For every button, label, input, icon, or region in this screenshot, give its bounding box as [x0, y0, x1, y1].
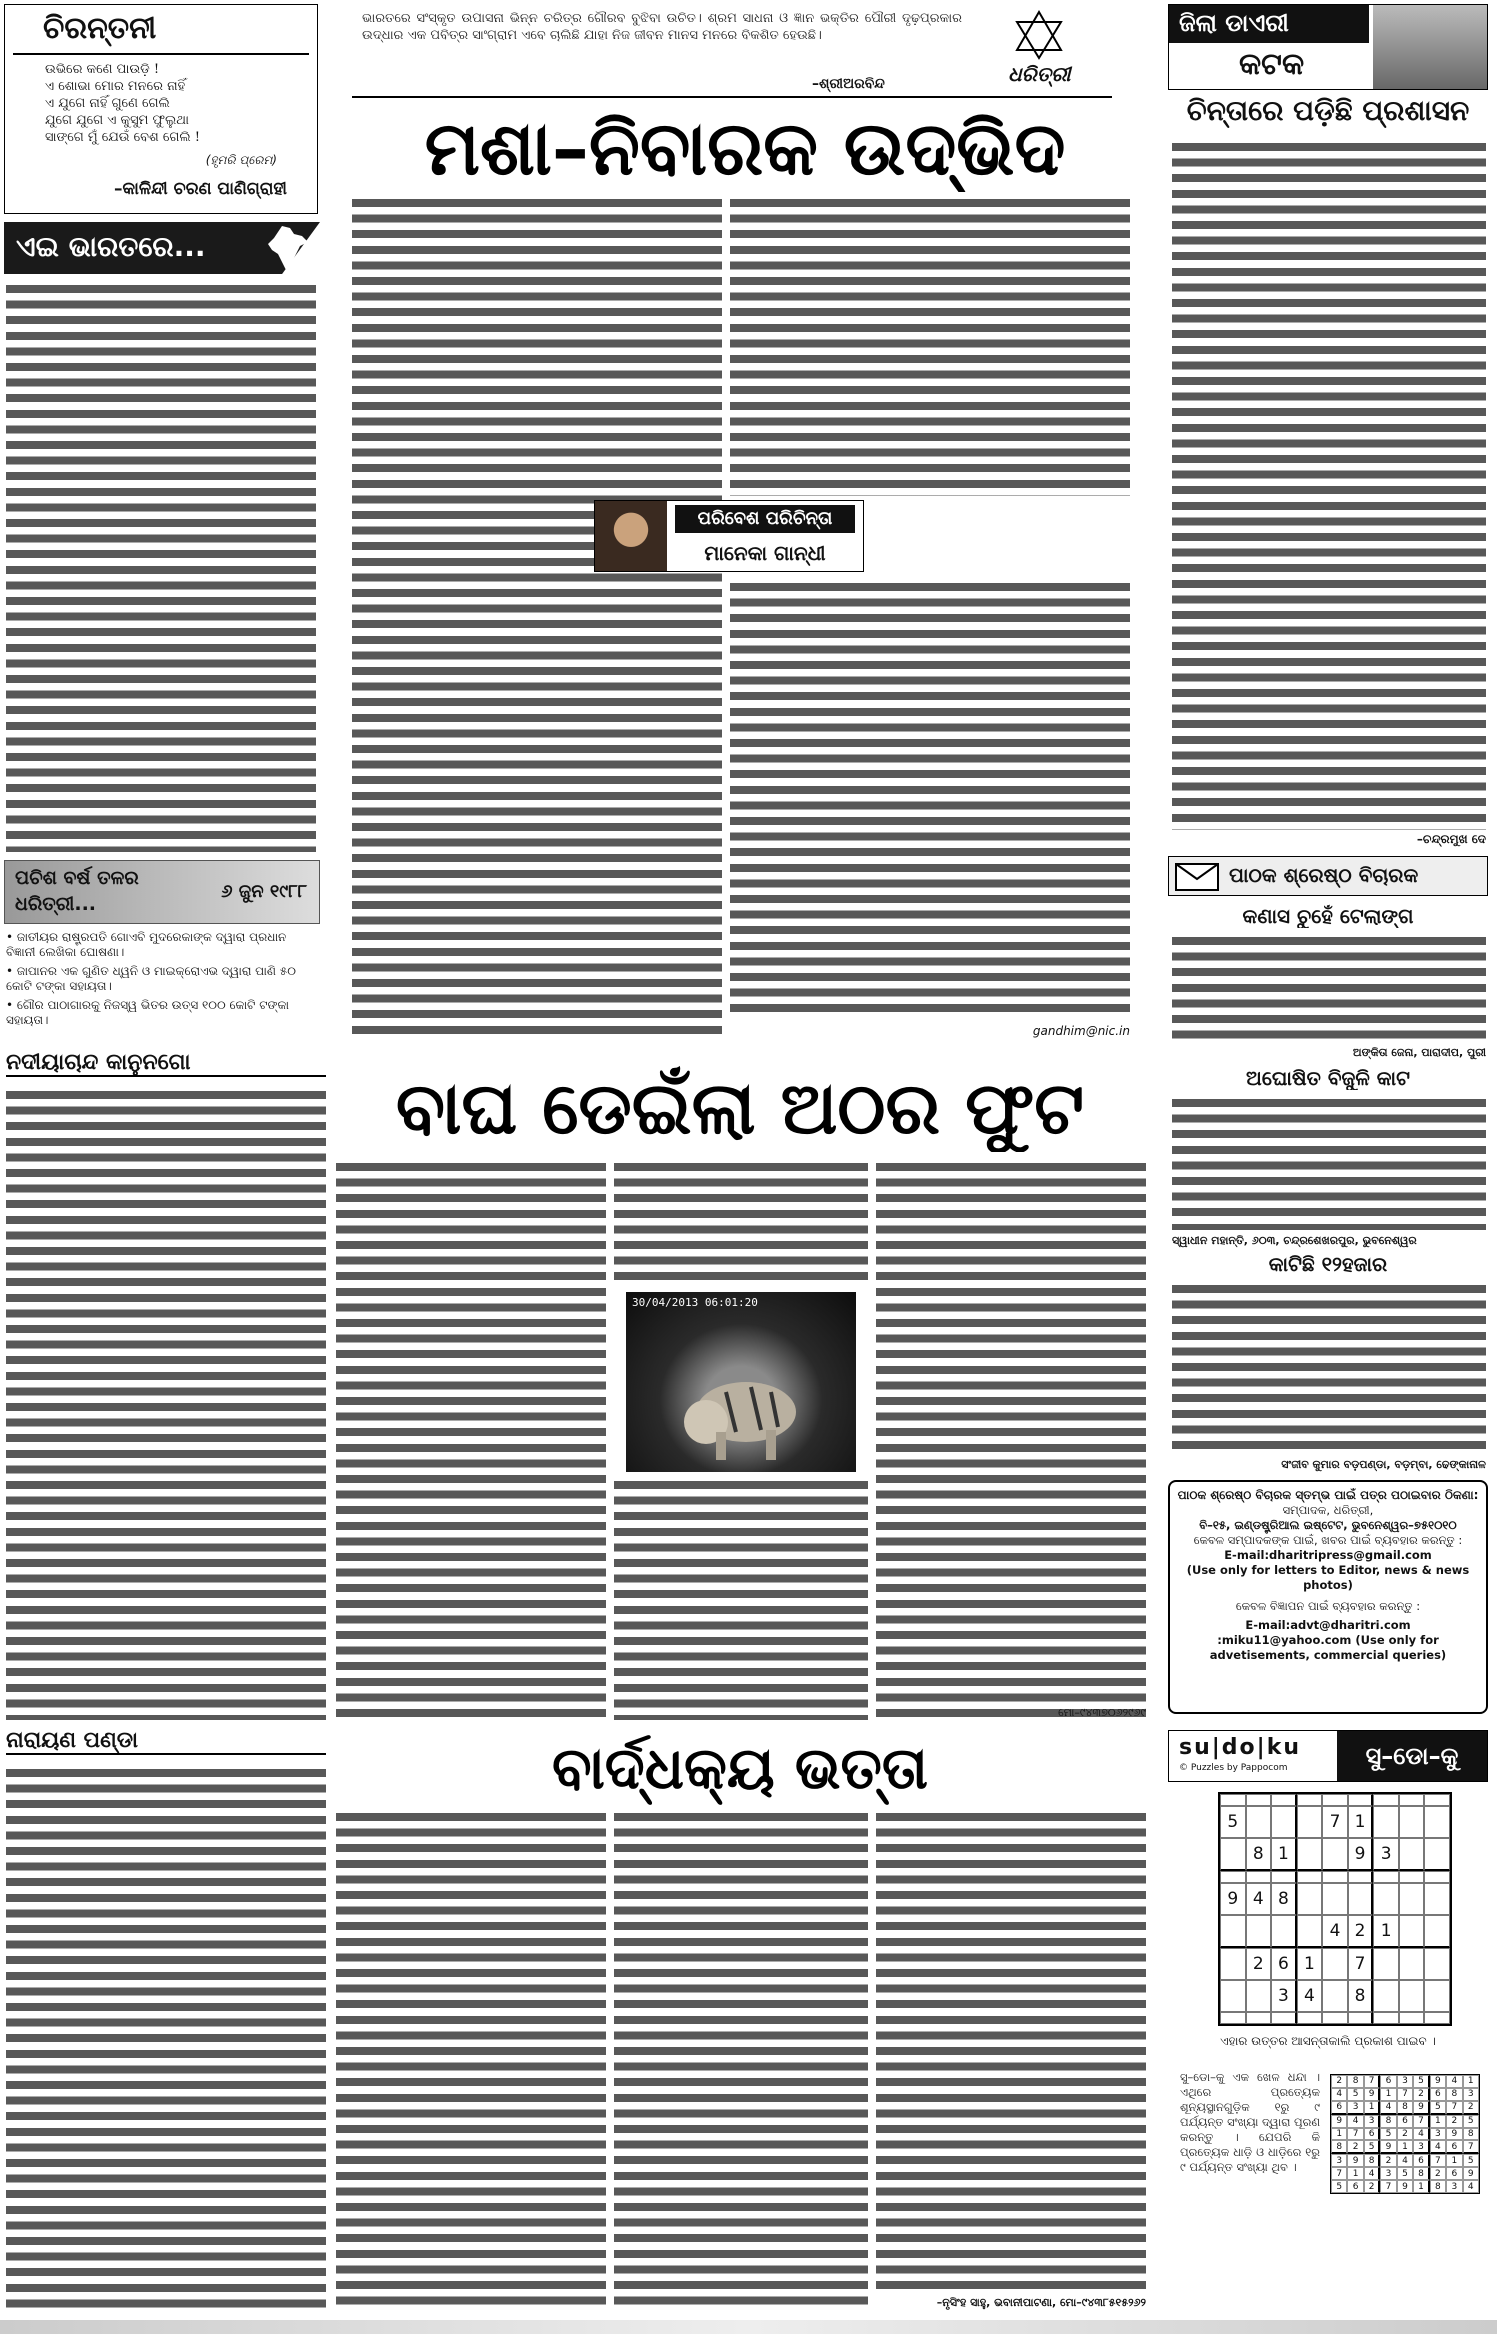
letter1-sign: ଅଙ୍କିତା ଜେନା, ପାରାଦୀପ, ପୁରୀ	[1352, 1046, 1486, 1059]
sudoku-cell[interactable]	[1348, 1883, 1374, 1915]
poem-line: ଯୁଗେ ଯୁଗେ ଏ କୁସୁମ ଫୁଲୁଥା	[45, 113, 189, 128]
solution-cell: 9	[1413, 2101, 1429, 2115]
solution-cell: 9	[1446, 2128, 1462, 2141]
sudoku-title: ସୁ–ଡୋ–କୁ	[1337, 1731, 1487, 1781]
sudoku-cell[interactable]: 7	[1348, 1948, 1374, 1980]
tiger-col1	[6, 1088, 326, 1720]
solution-cell: 7	[1397, 2088, 1413, 2101]
solution-cell: 6	[1446, 2140, 1462, 2154]
solution-cell: 1	[1380, 2088, 1396, 2101]
solution-cell: 9	[1331, 2115, 1347, 2128]
sudoku-logo: su|do|ku	[1179, 1735, 1301, 1760]
sudoku-cell[interactable]	[1246, 1980, 1272, 2012]
contact-line3: କେବଳ ସମ୍ପାଦକଙ୍କ ପାଇଁ, ଖବର ପାଇଁ ବ୍ୟବହାର କରନ୍ତୁ :	[1193, 1533, 1463, 1547]
sudoku-cell[interactable]	[1246, 2012, 1272, 2024]
sudoku-cell[interactable]	[1373, 1948, 1399, 1980]
sudoku-cell[interactable]	[1246, 1915, 1272, 1948]
main-article-col2b	[730, 580, 1130, 1020]
chirantani-poem	[45, 61, 200, 146]
sudoku-cell[interactable]: 1	[1271, 1838, 1297, 1871]
columnist-box	[594, 500, 864, 572]
sudoku-cell[interactable]	[1424, 1948, 1450, 1980]
solution-cell: 9	[1430, 2075, 1446, 2088]
solution-cell: 7	[1463, 2140, 1479, 2154]
pachis-barsha-header	[4, 860, 320, 924]
sudoku-cell[interactable]	[1322, 1794, 1348, 1806]
solution-cell: 4	[1430, 2140, 1446, 2154]
sudoku-cell[interactable]: 8	[1246, 1838, 1272, 1871]
chirantani-author: –କାଳିନ୍ଦୀ ଚରଣ ପାଣିଗ୍ରାହୀ	[113, 179, 287, 199]
solution-cell: 1	[1446, 2154, 1462, 2167]
sudoku-cell[interactable]: 3	[1373, 1838, 1399, 1871]
solution-cell: 5	[1397, 2167, 1413, 2180]
sudoku-cell[interactable]	[1373, 1980, 1399, 2012]
solution-cell: 2	[1347, 2140, 1363, 2154]
sudoku-cell[interactable]	[1399, 1838, 1425, 1871]
solution-cell: 6	[1364, 2128, 1380, 2141]
sudoku-cell[interactable]	[1424, 2012, 1450, 2024]
solution-cell: 6	[1380, 2075, 1396, 2088]
solution-cell: 8	[1347, 2075, 1363, 2088]
pachis-barsha-date: ୬ ଜୁନ ୧୯୮୮	[221, 881, 307, 902]
chirantani-rule	[13, 53, 309, 55]
solution-cell: 3	[1364, 2115, 1380, 2128]
envelope-icon	[1175, 863, 1219, 891]
solution-cell: 3	[1413, 2140, 1429, 2154]
solution-cell: 1	[1463, 2075, 1479, 2088]
tiger-byline: ନଦୀୟାଚାନ୍ଦ କାନୁନଗୋ	[6, 1050, 326, 1077]
india-map-icon	[264, 224, 312, 272]
solution-cell: 3	[1331, 2154, 1347, 2167]
column-title: ପରିବେଶ ପରିଚିନ୍ତା	[675, 505, 855, 533]
solution-cell: 7	[1446, 2101, 1462, 2115]
sudoku-cell[interactable]	[1373, 1871, 1399, 1883]
sudoku-cell[interactable]	[1271, 1806, 1297, 1838]
sudoku-cell[interactable]	[1373, 2012, 1399, 2024]
contact-line4: କେବଳ ବିଜ୍ଞାପନ ପାଇଁ ବ୍ୟବହାର କରନ୍ତୁ :	[1235, 1599, 1421, 1613]
sudoku-cell[interactable]	[1322, 1838, 1348, 1871]
solution-cell: 6	[1347, 2180, 1363, 2193]
sudoku-cell[interactable]	[1297, 1806, 1323, 1838]
solution-cell: 9	[1397, 2180, 1413, 2193]
sudoku-cell[interactable]: 4	[1297, 1980, 1323, 2012]
contact-email3[interactable]: :miku11@yahoo.com (Use only for advetisements, commercial queries)	[1209, 1633, 1447, 1662]
ei-bharatare-title: ଏଇ ଭାରତରେ...	[16, 230, 206, 263]
sudoku-solution-grid	[1330, 2074, 1480, 2194]
sudoku-cell[interactable]: 9	[1220, 1883, 1246, 1915]
pachis-barsha-title: ପଚିଶ ବର୍ଷ ତଳର ଧରିତ୍ରୀ...	[15, 867, 139, 915]
photo-timestamp: 30/04/2013 06:01:20	[632, 1296, 758, 1309]
pension-byline: ନାରାୟଣ ପଣ୍ଡା	[6, 1728, 326, 1755]
sudoku-cell[interactable]	[1297, 1794, 1323, 1806]
sudoku-cell[interactable]	[1424, 1871, 1450, 1883]
main-article-col1	[352, 196, 722, 1040]
sudoku-cell[interactable]	[1220, 1980, 1246, 2012]
list-item: • ଜାତୀୟର ରାଷ୍ଟ୍ରପତି ଗୋଏବି ମୁଦରେକାଙ୍କ ଦ୍ୱାରା ପ୍ରଧାନ ବିଜ୍ଞାନୀ ଲେଖିକା ଘୋଷଣା।	[6, 930, 287, 959]
pension-footer-author: –ନୃସିଂହ ସାହୁ, ଭବାନୀପାଟଣା, ମୋ–୯୪୩୮୫୧୫୨୬୨	[936, 2296, 1146, 2309]
jila-diary-byline: –ଚନ୍ଦ୍ରମୁଖ ଦେ	[1416, 832, 1486, 846]
sudoku-cell[interactable]	[1348, 1794, 1374, 1806]
sudoku-cell[interactable]	[1297, 1883, 1323, 1915]
sudoku-cell[interactable]	[1220, 1871, 1246, 1883]
sudoku-cell[interactable]	[1322, 1948, 1348, 1980]
sudoku-cell[interactable]	[1373, 1794, 1399, 1806]
sudoku-cell[interactable]: 5	[1220, 1806, 1246, 1838]
poem-line: ଉଭିରେ କଣେ ପାଉଡ଼ି !	[45, 62, 160, 77]
sudoku-cell[interactable]	[1399, 1794, 1425, 1806]
contact-line1: ସମ୍ପାଦକ, ଧରିତ୍ରୀ,	[1282, 1503, 1374, 1517]
sudoku-cell[interactable]: 4	[1322, 1915, 1348, 1948]
letter3-body	[1172, 1282, 1486, 1454]
solution-cell: 4	[1331, 2088, 1347, 2101]
solution-cell: 7	[1380, 2180, 1396, 2193]
sudoku-header	[1168, 1730, 1488, 1782]
solution-cell: 2	[1463, 2101, 1479, 2115]
solution-cell: 9	[1463, 2167, 1479, 2180]
sudoku-cell[interactable]	[1399, 1883, 1425, 1915]
solution-cell: 8	[1413, 2167, 1429, 2180]
letter2-sign: ସ୍ୱାଧୀନ ମହାନ୍ତି, ୬୦୩, ଚନ୍ଦ୍ରଶେଖରପୁର, ଭୁବନେଶ୍ୱର	[1172, 1234, 1417, 1247]
solution-cell: 4	[1397, 2154, 1413, 2167]
pension-col3	[614, 1810, 868, 2310]
solution-cell: 8	[1364, 2154, 1380, 2167]
solution-cell: 1	[1430, 2115, 1446, 2128]
sudoku-cell[interactable]: 2	[1348, 1915, 1374, 1948]
jila-diary-place: କଟକ	[1239, 47, 1305, 82]
solution-cell: 3	[1347, 2101, 1363, 2115]
sudoku-cell[interactable]	[1424, 1980, 1450, 2012]
sudoku-cell[interactable]	[1424, 1794, 1450, 1806]
solution-cell: 4	[1380, 2101, 1396, 2115]
solution-cell: 6	[1446, 2167, 1462, 2180]
sudoku-cell[interactable]: 8	[1348, 1980, 1374, 2012]
solution-cell: 9	[1347, 2154, 1363, 2167]
solution-cell: 5	[1463, 2154, 1479, 2167]
contact-email2[interactable]: E-mail:advt@dharitri.com	[1245, 1618, 1411, 1632]
sudoku-cell[interactable]: 7	[1322, 1806, 1348, 1838]
list-item: • ଜାପାନର ଏକ ଗୁଣିତ ଧ୍ୱନି ଓ ମାଇକ୍ରୋଏଭ ଦ୍ୱାରା ପାଣି ୫୦ କୋଟି ଟଙ୍କା ସହାୟତା।	[6, 964, 296, 993]
quote-box	[352, 6, 1112, 98]
sudoku-cell[interactable]	[1246, 1806, 1272, 1838]
pension-col1	[6, 1766, 326, 2310]
solution-cell: 2	[1397, 2128, 1413, 2141]
chirantani-title: ଚିରନ୍ତନୀ	[43, 11, 157, 46]
tiger-headline: ବାଘ ଡେଇଁଲା ଅଠର ଫୁଟ	[395, 1066, 1085, 1150]
main-article-col2	[730, 196, 1130, 496]
sudoku-cell[interactable]: 6	[1271, 1948, 1297, 1980]
solution-cell: 2	[1380, 2154, 1396, 2167]
solution-cell: 8	[1446, 2088, 1462, 2101]
letter2-body	[1172, 1096, 1486, 1230]
solution-cell: 1	[1347, 2167, 1363, 2180]
contact-heading: ପାଠକ ଶ୍ରେଷ୍ଠ ବିଚାରକ ସ୍ତମ୍ଭ ପାଇଁ ପତ୍ର ପଠାଇବାର ଠିକଣା:	[1177, 1488, 1479, 1502]
sudoku-cell[interactable]	[1322, 1883, 1348, 1915]
solution-cell: 1	[1331, 2128, 1347, 2141]
solution-cell: 5	[1463, 2115, 1479, 2128]
sudoku-cell[interactable]	[1297, 1871, 1323, 1883]
sudoku-cell[interactable]: 8	[1271, 1883, 1297, 1915]
solution-cell: 5	[1364, 2140, 1380, 2154]
solution-cell: 8	[1380, 2115, 1396, 2128]
pathak-header	[1168, 856, 1488, 896]
tiger-col2	[336, 1160, 606, 1720]
sudoku-cell[interactable]	[1399, 1948, 1425, 1980]
solution-cell: 3	[1397, 2075, 1413, 2088]
pension-col2	[336, 1810, 606, 2310]
chirantani-box	[4, 4, 318, 214]
sudoku-cell[interactable]	[1271, 1794, 1297, 1806]
sudoku-cell[interactable]	[1297, 1915, 1323, 1948]
solution-cell: 2	[1430, 2167, 1446, 2180]
sudoku-cell[interactable]	[1424, 1883, 1450, 1915]
tiger-col3-bot	[614, 1478, 868, 1720]
solution-cell: 4	[1364, 2167, 1380, 2180]
sudoku-cell[interactable]	[1220, 1794, 1246, 1806]
sudoku-cell[interactable]	[1322, 2012, 1348, 2024]
solution-cell: 7	[1430, 2154, 1446, 2167]
sudoku-cell[interactable]	[1348, 2012, 1374, 2024]
jila-diary-headline: ଚିନ୍ତାରେ ପଡ଼ିଛି ପ୍ରଶାସନ	[1186, 94, 1470, 127]
sudoku-cell[interactable]: 3	[1271, 1980, 1297, 2012]
page-footer-bar	[0, 2320, 1497, 2334]
columnist-photo	[595, 501, 667, 572]
sudoku-cell[interactable]	[1399, 1871, 1425, 1883]
solution-cell: 8	[1463, 2128, 1479, 2141]
sudoku-cell[interactable]	[1399, 1806, 1425, 1838]
jila-diary-header	[1168, 4, 1488, 90]
quote-author: –ଶ୍ରୀଅରବିନ୍ଦ	[812, 76, 885, 92]
main-article-email[interactable]: gandhim@nic.in	[1032, 1024, 1130, 1038]
solution-cell: 7	[1331, 2167, 1347, 2180]
sudoku-cell[interactable]: 4	[1246, 1883, 1272, 1915]
solution-cell: 7	[1347, 2128, 1363, 2141]
pension-col4	[876, 1810, 1146, 2294]
sudoku-cell[interactable]	[1220, 2012, 1246, 2024]
tiger-icon	[676, 1352, 806, 1462]
sudoku-cell[interactable]	[1322, 1871, 1348, 1883]
solution-cell: 7	[1413, 2115, 1429, 2128]
solution-cell: 5	[1430, 2101, 1446, 2115]
sudoku-rules: ସୁ–ଡୋ–କୁ ଏକ ଖେଳ ଧନ୍ଦା । ଏଥିରେ ପ୍ରତ୍ୟେକ ଶୂନ୍ୟସ୍ଥାନଗୁଡ଼ିକ ୧ରୁ ୯ ପର୍ଯ୍ୟନ୍ତ ସଂଖ୍ୟା ଦ୍ୱାରା ପୂରଣ କରନ୍ତୁ । ଯେପରି କି ପ୍ରତ୍ୟେକ ଧାଡ଼ି ଓ ଧାଡ଼ିରେ ୧ରୁ ୯ ପର୍ଯ୍ୟନ୍ତ ସଂଖ୍ୟା ଥିବ ।	[1180, 2070, 1320, 2174]
sudoku-cell[interactable]	[1271, 1915, 1297, 1948]
sudoku-cell[interactable]	[1297, 2012, 1323, 2024]
sudoku-cell[interactable]	[1220, 1948, 1246, 1980]
sudoku-cell[interactable]	[1373, 1806, 1399, 1838]
solution-cell: 5	[1347, 2088, 1363, 2101]
solution-cell: 5	[1331, 2180, 1347, 2193]
solution-cell: 6	[1430, 2088, 1446, 2101]
sudoku-cell[interactable]	[1399, 1980, 1425, 2012]
sudoku-cell[interactable]	[1424, 1838, 1450, 1871]
tiger-footer-contact: ମୋ–୯୪୩୭୦୬୨୯୬୯	[1058, 1706, 1146, 1719]
ei-bharatare-body	[6, 282, 316, 852]
poem-line: ଏ ଯୁଗେ ନାହିଁ ଗୁଣେ ଗେଲି	[45, 96, 170, 111]
solution-cell: 1	[1364, 2101, 1380, 2115]
sudoku-cell[interactable]	[1271, 2012, 1297, 2024]
chirantani-source: (ହୃମରି ପ୍ରେମ)	[205, 153, 277, 167]
sudoku-cell[interactable]	[1297, 1838, 1323, 1871]
sudoku-cell[interactable]	[1399, 2012, 1425, 2024]
sudoku-cell[interactable]: 9	[1348, 1838, 1374, 1871]
sudoku-cell[interactable]	[1424, 1915, 1450, 1948]
tiger-photo	[626, 1292, 856, 1472]
star-logo-icon	[1014, 10, 1064, 60]
solution-cell: 2	[1364, 2180, 1380, 2193]
letter3-title: କାଟିଛି ୧୨ହଜାର	[1268, 1252, 1388, 1276]
poem-line: ଏ ଶୋଭା ମୋର ମନରେ ନାହିଁ	[45, 79, 186, 94]
tiger-col4	[876, 1160, 1146, 1720]
solution-cell: 4	[1347, 2115, 1363, 2128]
solution-cell: 5	[1413, 2075, 1429, 2088]
solution-cell: 4	[1413, 2128, 1429, 2141]
columnist-name: ମାନେକା ଗାନ୍ଧୀ	[704, 541, 826, 565]
sudoku-cell[interactable]	[1424, 1806, 1450, 1838]
sudoku-cell[interactable]	[1399, 1915, 1425, 1948]
solution-cell: 6	[1331, 2101, 1347, 2115]
sudoku-cell[interactable]: 1	[1297, 1948, 1323, 1980]
dharitri-logo: ଧରିତ୍ରୀ	[1008, 62, 1071, 86]
sudoku-logo-sub: © Puzzles by Pappocom	[1179, 1763, 1288, 1773]
letter2-title: ଅଘୋଷିତ ବିଜୁଳି କାଟ	[1246, 1066, 1410, 1090]
contact-box	[1168, 1480, 1488, 1714]
sudoku-cell[interactable]	[1220, 1915, 1246, 1948]
letter1-body	[1172, 934, 1486, 1042]
jila-diary-photo	[1373, 5, 1488, 90]
solution-cell: 4	[1463, 2180, 1479, 2193]
sudoku-grid[interactable]	[1218, 1792, 1452, 2026]
jila-diary-body	[1172, 140, 1486, 830]
tiger-col3-top	[614, 1160, 868, 1286]
jila-diary-title: ଜିଲା ଡାଏରୀ	[1169, 5, 1369, 43]
solution-cell: 6	[1413, 2154, 1429, 2167]
sudoku-cell[interactable]	[1246, 1794, 1272, 1806]
pachis-barsha-list	[6, 930, 316, 1030]
sudoku-cell[interactable]	[1373, 1883, 1399, 1915]
sudoku-cell[interactable]: 2	[1246, 1948, 1272, 1980]
solution-cell: 3	[1446, 2180, 1462, 2193]
list-item: • ଗୌର ପାଠାଗାରକୁ ନିଜସ୍ୱ ଭିତର ଉତ୍ସ ୧୦୦ କୋଟି ଟଙ୍କା ସହାୟତା।	[6, 998, 290, 1027]
solution-cell: 6	[1397, 2115, 1413, 2128]
solution-cell: 3	[1380, 2167, 1396, 2180]
ei-bharatare-header	[4, 222, 320, 274]
solution-cell: 9	[1364, 2088, 1380, 2101]
letter3-sign: ସଂଜୀବ କୁମାର ବଡ଼ପଣ୍ଡା, ବଡ଼ମ୍ବା, ଢେଙ୍କାନାଳ	[1281, 1458, 1486, 1471]
solution-cell: 2	[1331, 2075, 1347, 2088]
contact-email1[interactable]: E-mail:dharitripress@gmail.com	[1224, 1548, 1432, 1562]
solution-cell: 5	[1380, 2128, 1396, 2141]
sudoku-cell[interactable]: 1	[1373, 1915, 1399, 1948]
letter1-title: କଣାସ ଚୁହେଁ ଟେଲାଙ୍ଗ	[1242, 904, 1414, 928]
solution-cell: 2	[1446, 2115, 1462, 2128]
sudoku-cell[interactable]: 1	[1348, 1806, 1374, 1838]
pathak-title: ପାଠକ ଶ୍ରେଷ୍ଠ ବିଚାରକ	[1229, 863, 1419, 887]
contact-email1-note: (Use only for letters to Editor, news & news photos)	[1186, 1563, 1470, 1592]
main-article-headline: ମଶା–ନିବାରକ ଉଦ୍ଭିଦ	[424, 106, 1066, 192]
solution-cell: 1	[1397, 2140, 1413, 2154]
solution-cell: 9	[1380, 2140, 1396, 2154]
sudoku-cell[interactable]	[1271, 1871, 1297, 1883]
sudoku-cell[interactable]	[1246, 1871, 1272, 1883]
pension-headline: ବାର୍ଦ୍ଧକ୍ୟ ଭତ୍ତା	[552, 1734, 928, 1802]
poem-line: ସାଙ୍ଗେ ମୁଁ ଯେଉଁ ବେଶ ଗେଲି !	[45, 130, 201, 145]
solution-cell: 2	[1413, 2088, 1429, 2101]
sudoku-answer-note: ଏହାର ଉତ୍ତର ଆସନ୍ତାକାଲି ପ୍ରକାଶ ପାଇବ ।	[1220, 2034, 1436, 2048]
sudoku-cell[interactable]	[1348, 1871, 1374, 1883]
solution-cell: 8	[1430, 2180, 1446, 2193]
sudoku-cell[interactable]	[1322, 1980, 1348, 2012]
solution-cell: 8	[1397, 2101, 1413, 2115]
solution-cell: 4	[1446, 2075, 1462, 2088]
solution-cell: 3	[1463, 2088, 1479, 2101]
contact-line2: ବି–୧୫, ଇଣ୍ଡଷ୍ଟ୍ରିଆଲ ଇଷ୍ଟେଟ, ଭୁବନେଶ୍ୱର–୭୫୧୦୧୦	[1199, 1518, 1457, 1532]
solution-cell: 3	[1430, 2128, 1446, 2141]
solution-cell: 1	[1413, 2180, 1429, 2193]
quote-text: ଭାରତରେ ସଂସ୍କୃତ ଉପାସନା ଭିନ୍ନ ଚରିତ୍ର ଗୌରବ ବୁଝିବା ଉଚିତ। ଶ୍ରମ ସାଧନା ଓ ଜ୍ଞାନ ଭକ୍ତିର ପୌରୀ ଦୃଢ଼ପ୍ରକାର ଉଦ୍ଧାର ଏକ ପବିତ୍ର ସାଂଗ୍ରାମ ଏବେ ଚାଲିଛି ଯାହା ନିଜ ଜୀବନ ମାନସ ମନରେ ବିକଶିତ ହେଉଛି।	[362, 11, 962, 43]
sudoku-cell[interactable]	[1220, 1838, 1246, 1871]
solution-cell: 7	[1364, 2075, 1380, 2088]
solution-cell: 8	[1331, 2140, 1347, 2154]
